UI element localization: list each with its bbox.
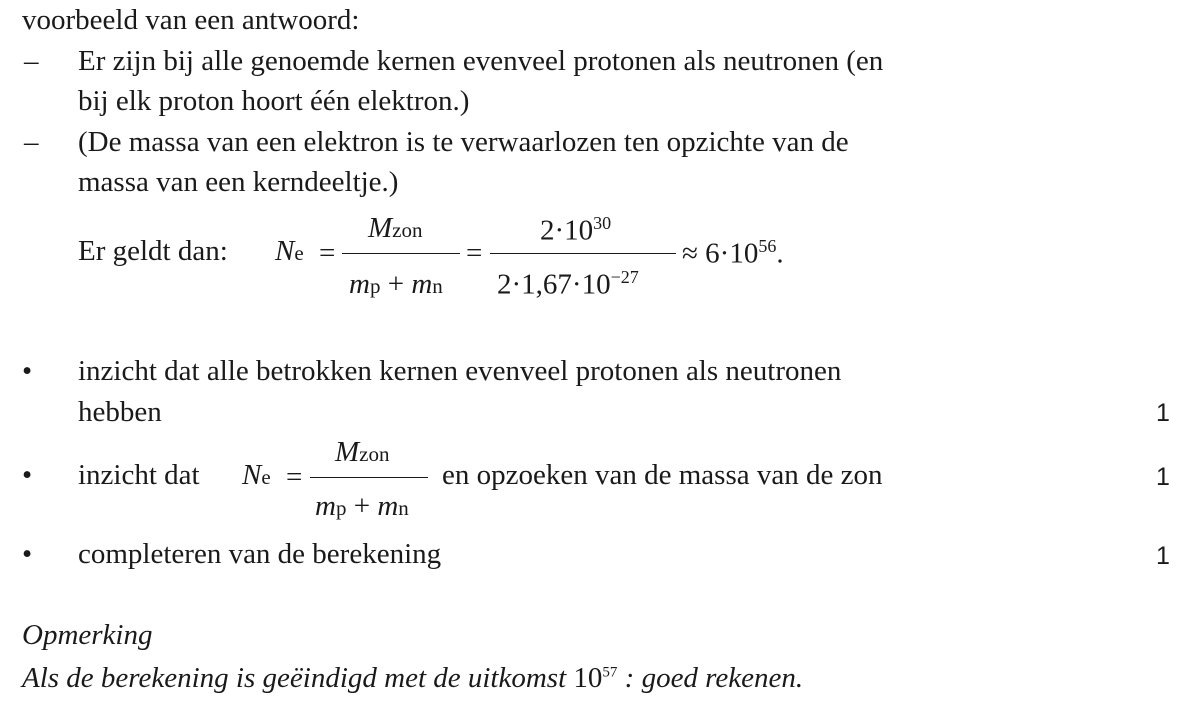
dash-item-2-line-1: (De massa van een elektron is te verwaarlozen ten opzichte van de: [78, 126, 849, 158]
num-var: M: [335, 436, 360, 468]
fraction-2-bar: [490, 253, 676, 254]
dash-item-2-line-2: massa van een kerndeeltje.): [78, 166, 399, 198]
remark-text: [22, 664, 803, 693]
remark-text-after: : goed rekenen.: [624, 662, 804, 694]
remark-value: [573, 662, 617, 694]
fraction-1-denominator: [349, 270, 443, 299]
bullet-marker: •: [22, 459, 33, 491]
approx-sign: ≈: [682, 237, 698, 270]
num2-exp: 30: [593, 213, 612, 233]
equation-end: .: [776, 237, 784, 270]
lhs-sub: e: [261, 465, 271, 489]
criterion-1-line-1: inzicht dat alle betrokken kernen evenveel protonen als neutronen: [78, 355, 842, 387]
criterion-2-numerator: [335, 438, 390, 467]
den-m1-sub: p: [335, 496, 347, 520]
fraction-1-bar: [342, 253, 460, 254]
den-m1-sub: p: [369, 274, 381, 298]
bullet-marker: •: [22, 538, 33, 570]
den-plus: +: [353, 490, 371, 522]
bullet-marker: •: [22, 355, 33, 387]
remark-value-base: 10: [573, 662, 603, 694]
result-base: 6·10: [705, 237, 759, 270]
result-exp: 56: [758, 236, 777, 256]
criterion-2-lead: inzicht dat: [78, 459, 200, 491]
den-m2-sub: n: [398, 496, 409, 520]
equation-lhs: [275, 237, 304, 266]
remark-heading: Opmerking: [22, 619, 153, 651]
criterion-3-score: 1: [1156, 542, 1170, 570]
den-m1: m: [315, 490, 336, 522]
equals-sign: =: [319, 237, 336, 269]
remark-value-exp: 57: [602, 664, 618, 681]
fraction-1-numerator: [368, 214, 423, 243]
equals-sign: =: [466, 237, 483, 269]
den2-base: 2·1,67·10: [497, 268, 611, 301]
den2-exp: −27: [610, 267, 639, 287]
intro-text: voorbeeld van een antwoord:: [22, 4, 360, 36]
num2-base: 2·10: [540, 214, 594, 247]
lhs-sub: e: [294, 241, 304, 265]
dash-marker: –: [24, 126, 39, 158]
den-m2-sub: n: [432, 274, 443, 298]
remark-text-before: Als de berekening is geëindigd met de uitkomst: [22, 662, 567, 694]
criterion-2-lhs: [242, 461, 271, 490]
criterion-2-denominator: [315, 492, 409, 521]
criterion-2-fraction-bar: [310, 477, 428, 478]
lhs-var: N: [242, 459, 262, 491]
dash-item-1-line-1: Er zijn bij alle genoemde kernen evenveel protonen als neutronen (en: [78, 45, 884, 77]
criterion-2-score: 1: [1156, 463, 1170, 491]
criterion-2-tail: en opzoeken van de massa van de zon: [442, 459, 883, 491]
num-sub: zon: [392, 218, 423, 242]
criterion-3-line-1: completeren van de berekening: [78, 538, 442, 570]
fraction-2-numerator: [540, 214, 611, 246]
dash-marker: –: [24, 45, 39, 77]
equation-result: [682, 237, 784, 269]
criterion-1-line-2: hebben: [78, 396, 162, 428]
fraction-2-denominator: [497, 268, 639, 300]
den-m1: m: [349, 268, 370, 300]
den-m2: m: [411, 268, 433, 300]
dash-item-1-line-2: bij elk proton hoort één elektron.): [78, 85, 470, 117]
den-plus: +: [387, 268, 405, 300]
lhs-var: N: [275, 235, 295, 267]
criterion-1-score: 1: [1156, 399, 1170, 427]
equation-lead: Er geldt dan:: [78, 235, 228, 267]
num-var: M: [368, 212, 393, 244]
num-sub: zon: [359, 442, 390, 466]
den-m2: m: [377, 490, 399, 522]
equals-sign: =: [286, 461, 303, 493]
